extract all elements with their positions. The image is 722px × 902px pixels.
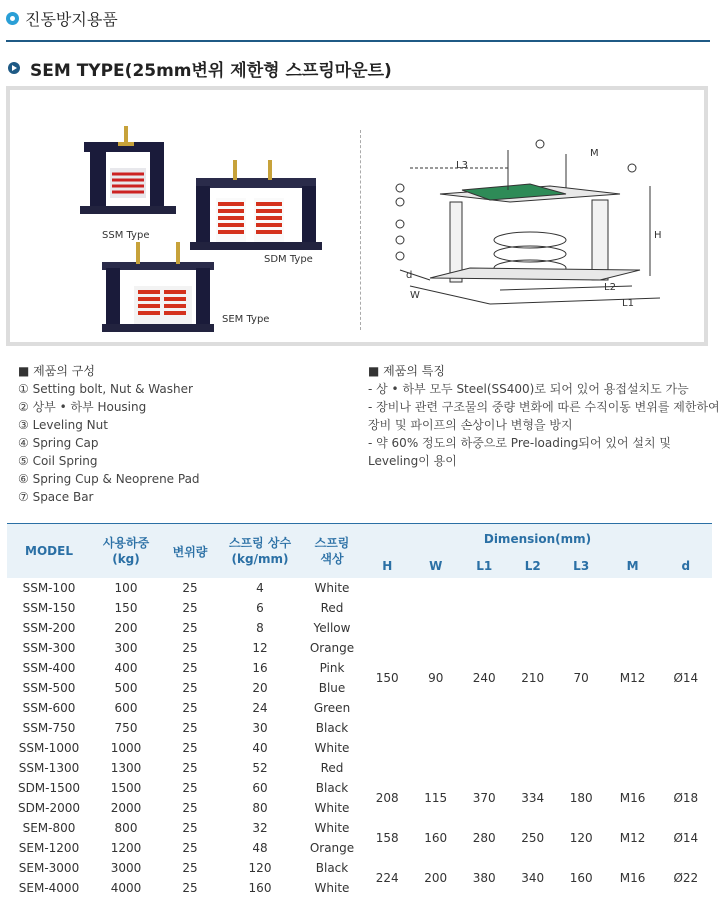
diagram-label-l1: L1: [622, 298, 634, 309]
table-cell: 1000: [110, 741, 142, 755]
col-m: M: [605, 554, 659, 578]
category-title: 진동방지용품: [25, 9, 118, 29]
dimension-cell: 380: [472, 871, 496, 885]
table-cell: 750: [114, 721, 138, 735]
dimension-cell: 240: [472, 671, 496, 685]
table-cell: 25: [182, 721, 198, 735]
col-w: W: [411, 554, 459, 578]
table-cell: 200: [114, 621, 138, 635]
table-cell: 150: [114, 601, 138, 615]
table-cell: 24: [252, 701, 268, 715]
dimension-cell: M16: [619, 871, 646, 885]
table-cell: 160: [248, 881, 272, 895]
table-cell: 1200: [110, 841, 142, 855]
table-cell: 300: [114, 641, 138, 655]
table-cell: Pink: [319, 661, 345, 675]
table-cell: 25: [182, 701, 198, 715]
table-cell: 80: [252, 801, 268, 815]
sem-photo: [102, 242, 214, 332]
table-cell: SEM-1200: [18, 841, 80, 855]
table-cell: 3000: [110, 861, 142, 875]
dimension-cell: 70: [573, 671, 589, 685]
table-cell: 100: [114, 581, 138, 595]
table-cell: Green: [313, 701, 351, 715]
table-cell: 25: [182, 781, 198, 795]
table-cell: 1500: [110, 781, 142, 795]
dimension-cell: 160: [424, 831, 448, 845]
dimension-cell: 334: [521, 791, 545, 805]
table-cell: 4: [256, 581, 264, 595]
table-cell: 4000: [110, 881, 142, 895]
col-h: H: [363, 554, 411, 578]
col-model: MODEL: [7, 524, 91, 579]
table-cell: Orange: [309, 841, 355, 855]
dimension-cell: Ø14: [673, 671, 699, 685]
composition-list: [18, 362, 200, 506]
figure-divider: [360, 130, 361, 330]
table-cell: Black: [315, 861, 349, 875]
dimension-cell: Ø18: [673, 791, 699, 805]
table-cell: 120: [248, 861, 272, 875]
table-cell: 30: [252, 721, 268, 735]
table-cell: White: [314, 881, 350, 895]
diagram-label-h: H: [654, 230, 662, 241]
features-list: [368, 362, 720, 470]
diagram-label-d: d: [406, 270, 413, 281]
table-cell: 25: [182, 581, 198, 595]
table-cell: 60: [252, 781, 268, 795]
composition-item: ④ Spring Cap: [18, 436, 99, 450]
ssm-photo: [80, 126, 176, 214]
dimension-cell: 208: [375, 791, 399, 805]
table-cell: 25: [182, 681, 198, 695]
dimension-cell: 370: [472, 791, 496, 805]
table-cell: 500: [114, 681, 138, 695]
table-row: [7, 858, 712, 878]
table-cell: 25: [182, 761, 198, 775]
dimension-cell: 200: [424, 871, 448, 885]
table-cell: Orange: [309, 641, 355, 655]
table-cell: 20: [252, 681, 268, 695]
table-cell: 12: [252, 641, 268, 655]
dimension-cell: Ø14: [673, 831, 699, 845]
table-cell: Black: [315, 721, 349, 735]
dimension-cell: 90: [428, 671, 444, 685]
col-color: 스프링 색상: [301, 524, 363, 579]
dimension-cell: 180: [569, 791, 593, 805]
dimension-cell: 340: [521, 871, 545, 885]
table-row: [7, 818, 712, 838]
table-cell: Yellow: [313, 621, 351, 635]
section-header: [8, 56, 392, 80]
ssm-type-label: SSM Type: [102, 230, 150, 241]
table-cell: SSM-150: [22, 601, 76, 615]
dimension-cell: 158: [375, 831, 399, 845]
dimension-cell: 115: [424, 791, 448, 805]
dimension-cell: 150: [375, 671, 399, 685]
dimension-cell: M16: [619, 791, 646, 805]
col-spring-const: 스프링 상수 (kg/mm): [219, 524, 301, 579]
table-cell: 25: [182, 601, 198, 615]
col-l1: L1: [460, 554, 508, 578]
diagram-label-l2: L2: [604, 282, 616, 293]
diagram-label-l3: L3: [456, 160, 468, 171]
table-cell: SSM-600: [22, 701, 76, 715]
table-cell: 25: [182, 621, 198, 635]
col-l3: L3: [557, 554, 605, 578]
table-cell: White: [314, 741, 350, 755]
diagram-label-w: W: [410, 290, 420, 301]
composition-item: ② 상부 • 하부 Housing: [18, 400, 147, 414]
table-cell: SEM-800: [22, 821, 76, 835]
feature-line: - 상 • 하부 모두 Steel(SS400)로 되어 있어 용접설치도 가능: [368, 382, 689, 396]
col-disp: 변위량: [161, 524, 219, 579]
feature-line: 장비 및 파이프의 손상이나 변형을 방지: [368, 418, 573, 432]
table-cell: 52: [252, 761, 268, 775]
table-cell: SSM-300: [22, 641, 76, 655]
table-cell: SSM-750: [22, 721, 76, 735]
spec-table: [7, 523, 712, 898]
col-d: d: [660, 554, 712, 578]
technical-drawing: [370, 90, 700, 340]
table-cell: SDM-1500: [17, 781, 81, 795]
table-cell: White: [314, 821, 350, 835]
col-dimension: Dimension(mm): [363, 524, 712, 555]
table-cell: 800: [114, 821, 138, 835]
table-cell: 25: [182, 841, 198, 855]
table-row: [7, 778, 712, 798]
diagram-label-m: M: [590, 148, 599, 159]
table-cell: White: [314, 581, 350, 595]
product-photos: [10, 90, 340, 340]
table-cell: SSM-1000: [18, 741, 80, 755]
dimension-cell: 120: [569, 831, 593, 845]
col-load: 사용하중 (kg): [91, 524, 161, 579]
feature-line: Leveling이 용이: [368, 454, 457, 468]
table-cell: Blue: [318, 681, 346, 695]
feature-line: - 장비나 관련 구조물의 중량 변화에 따른 수직이동 변위를 제한하여: [368, 400, 720, 414]
composition-item: ① Setting bolt, Nut & Washer: [18, 382, 193, 396]
table-cell: 600: [114, 701, 138, 715]
arrow-bullet-icon: [8, 62, 20, 74]
table-cell: 25: [182, 881, 198, 895]
dimension-cell: 224: [375, 871, 399, 885]
dimension-cell: 160: [569, 871, 593, 885]
table-cell: SEM-4000: [18, 881, 80, 895]
table-cell: Black: [315, 781, 349, 795]
col-l2: L2: [508, 554, 556, 578]
table-cell: 1300: [110, 761, 142, 775]
table-cell: SSM-200: [22, 621, 76, 635]
sdm-photo: [190, 160, 322, 250]
table-cell: 40: [252, 741, 268, 755]
sdm-type-label: SDM Type: [264, 254, 313, 265]
table-row: [7, 578, 712, 598]
table-cell: 25: [182, 661, 198, 675]
table-cell: 25: [182, 821, 198, 835]
dimension-cell: M12: [619, 831, 646, 845]
table-cell: SEM-3000: [18, 861, 80, 875]
table-cell: 16: [252, 661, 268, 675]
circle-bullet-icon: [6, 12, 19, 25]
table-cell: Red: [320, 601, 344, 615]
table-cell: Red: [320, 761, 344, 775]
composition-item: ⑥ Spring Cup & Neoprene Pad: [18, 472, 200, 486]
table-cell: SSM-500: [22, 681, 76, 695]
section-title: SEM TYPE(25mm변위 제한형 스프링마운트): [30, 60, 392, 81]
composition-item: ⑤ Coil Spring: [18, 454, 98, 468]
composition-heading: ■ 제품의 구성: [18, 364, 95, 378]
table-cell: 32: [252, 821, 268, 835]
dimension-cell: M12: [619, 671, 646, 685]
features-heading: ■ 제품의 특징: [368, 364, 445, 378]
table-cell: 400: [114, 661, 138, 675]
dimension-cell: 280: [472, 831, 496, 845]
header-rule: [6, 40, 710, 42]
dimension-cell: 210: [521, 671, 545, 685]
table-cell: 6: [256, 601, 264, 615]
dimension-cell: Ø22: [673, 871, 699, 885]
composition-item: ③ Leveling Nut: [18, 418, 108, 432]
table-cell: 2000: [110, 801, 142, 815]
dimension-cell: 250: [521, 831, 545, 845]
table-cell: 25: [182, 741, 198, 755]
composition-item: ⑦ Space Bar: [18, 490, 94, 504]
table-cell: 48: [252, 841, 268, 855]
category-header: [6, 6, 118, 30]
product-figure: [6, 86, 708, 346]
table-cell: SSM-1300: [18, 761, 80, 775]
table-cell: 8: [256, 621, 264, 635]
table-cell: SSM-100: [22, 581, 76, 595]
spec-table-body: [7, 578, 712, 898]
sem-type-label: SEM Type: [222, 314, 270, 325]
table-cell: 25: [182, 641, 198, 655]
table-cell: 25: [182, 801, 198, 815]
table-cell: White: [314, 801, 350, 815]
table-cell: 25: [182, 861, 198, 875]
table-cell: SDM-2000: [17, 801, 81, 815]
feature-line: - 약 60% 정도의 하중으로 Pre-loading되어 있어 설치 및: [368, 436, 672, 450]
table-cell: SSM-400: [22, 661, 76, 675]
